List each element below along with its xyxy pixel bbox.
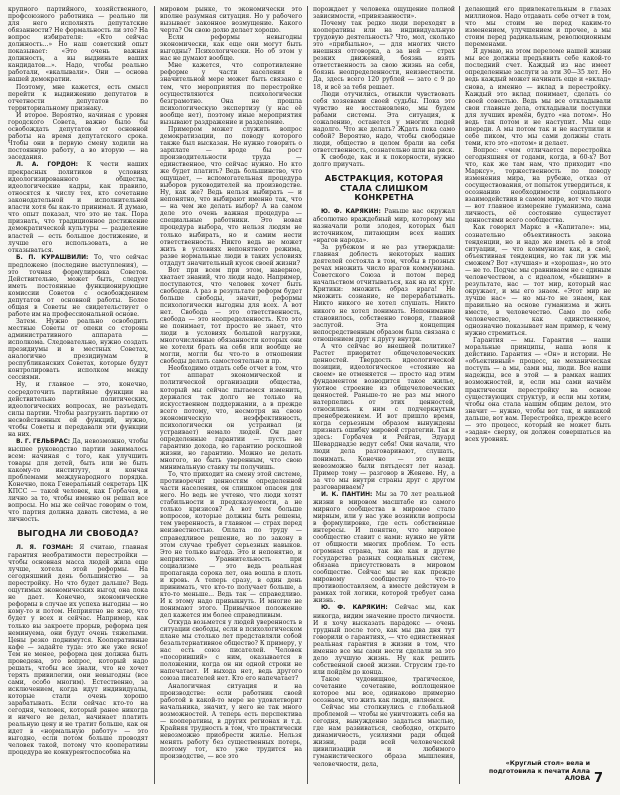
paragraph [8, 438, 148, 524]
speech-text: Мы за 70 лет реальной жизни в мировом масштабе из самого мирного сообщества в мировое стало мирным, или у нас уже возникли вопросы в формулировке, где есть собственные интересы. И понятно, что мировое сообщество ставит с нами: нужно не уйти от общности многих проблем. То есть огромная страна, так же как и другие государства разных социальных систем, обязана присутствовать в мировом сообществе. Сейчас мы не как прежде мировому сообществу что-то противопоставляем, а вместе действуем в рамках той логики, которой требует сама жизнь. [313, 490, 455, 605]
column-divider [154, 6, 155, 784]
paragraph: К свободе, как и к покорности, нужно долго приучать. [313, 153, 455, 169]
paragraph: Почему так редко люди переходят в кооперативы или на индивидуальную трудовую деятельность? Что, мол, сколько это «прибыльно», — для многих чисто внешняя отговорка, а за ней — страх резких движений, боязнь взять ответственность за свою жизнь на себя, боязнь неопределенности, неизвестности. Да, здесь всего 120 рублей — зато с 9 до 18, и всё за тебя решает. [313, 20, 455, 91]
text-column-1 [8, 6, 148, 784]
paragraph: Вот при всем при этом, наверное, хватает знаний, что люди надо. Например, поступаются, что человек хочет быть свободен. А раз в результате реформ будет больше свободы, значит, реформы психологически выгодны для всех. А вот нет. Свобода — это ответственность, свобода — это неопределенность. Кто это не понимает, тот просто не знает, что люди в условиях большой нагрузки, многочисленные обязанности которых они не хотели брать на себя или вообще не могли, могли бы что-то в отношении свободы делать самостоятельно и пр. [160, 266, 302, 366]
paragraph: Аналогичная ситуация и на производстве: если работник своей работой в какой-то мере не удовлетворит начальника, значит, у него не так много возможностей. А теперь есть перспектива — кооперативы, в других регионах и т.д. Крайняя трудность в том, что практически невозможно приобрести жилье. Нельзя менять работу без существенных потерь, поэтому тот, кто уже трудится на производстве, — все это [160, 682, 302, 760]
section-heading: АБСТРАКЦИЯ, КОТОРАЯ СТАЛА СЛИШКОМ КОНКРЕТНА [324, 173, 444, 203]
paragraph: Гарантия — мы. Гарантия — наши моральные принципы, наша воля к действию. Гарантия — «Он» и истории. Не «объективный» процесс, не механическая поступь — а мы, сами мы, люди. Все наши надежды, все в этой — в рамках наших возможностей, и, если мы сами начнём практически перестройку на основе существующих структур, и если мы хотим, чтобы она стала нашим общим делом, это значит — нужно, чтобы вот так, и никакой дальше, вот вам. Перестройка, прежде всего — это процесс, который не может быть «задан» сверху, он должен совершаться на всех уровнях. [465, 337, 611, 443]
speaker-name: Ю. Ф. КАРЯКИН: [321, 208, 381, 215]
column-divider [459, 6, 460, 784]
section-heading: ВЫГОДНА ЛИ СВОБОДА? [17, 528, 139, 539]
paragraph: Ну, и главное — это, конечно, сосредоточить партийные функции на действительно политических, идеологических вопросах, не разъедать силы партии. Чтобы разгрузить партию от несвойственных ей функций, нужно, чтобы Советы и передавали эти функции на них. [8, 381, 148, 438]
paragraph: Такое чудовищное, трагическое, сочетание сочетание, воплощенное которое мы все, одинаково примерно осознаем, что жить как люди, являемся. [313, 675, 455, 705]
paragraph: Необходимо отдать себе отчет в том, что тот аппарат экономической и политической организации общества, который мы сейчас пытаемся изменить, держался так долго не только на искусственном поддержании, а в прежде всего потому, что, несмотря на свою экономическую неэффективность, психологически он устраивал (и устраивает) немало людей. Он дает определенные гарантии — пусть не гарантию дохода, но гарантию роскошной жизни, но гарантию. Можно не делать многого, но быть уверенным, что свою минимальную ставку ты получишь. [160, 365, 302, 472]
speech-text: То, что сейчас предложено (последние выступления), — это точная формулировка Советов. Действительно, может быть, следует иметь постоянные функционирующие комиссии Советов с освобождением депутатов от основной работы. Более общая в Советы не свидетельствует о работе им на профессиональной основе. [8, 253, 148, 319]
speaker-name: Б. П. КУРАШВИЛИ: [16, 254, 89, 261]
paragraph: А что сейчас во внешней политике? Растет приоритет общечеловеческих ценностей. Твердость идеологической позиции, идеологическое «стояние на своем» не отменяется — просто над этим фундаментом возводится такое жилье, уютное строение из общечеловеческих ценностей. Раньше-то не раз мы много натерпелись от этих ценностей, относились к ним с подчеркнутым пренебрежением. И вот пришло время, когда серьезным образом вынуждены признать ошибку мировой стратегии. Так и здесь: Горбачев и Рейган, Эдуард Шеварднадзе ведут себя! Они начали, что люди дела разговаривают, слушать, понимать. Конечно — это вещи невозможно были пятьдесят лет назад. Пример тому — разговор в Женеве. Ну, а за что мы внутри страны друг с другом разговариваем? [313, 342, 455, 491]
paragraph [8, 161, 148, 254]
paragraph: делающий его привлекательным в глазах миллионов. Надо отдавать себе отчет в том, что мы стоим не перед каким-то изменением, улучшением и прочее, а мы стоим перед радикальным, революционным переменами. [465, 6, 611, 49]
text-column-4 [465, 6, 611, 754]
paragraph [8, 254, 148, 318]
speech-text: Раньше нас окружал абсолютно враждебный мир, которому мы назначали роли злодея, которых был источником, питающим всех наших «врагов народа». [313, 207, 455, 245]
article-credit: «Круглый стол» вела и подготовила к печати Алла АЛОВА [488, 760, 590, 783]
paragraph: За рубежом и не раз утверждали: главная доблесть некоторых наших деятелей состояла в том, чтобы в грозных речах множить число врагов коммунизма. Советского Союза и потом перед начальством отчитываться, как на их круг. Критики: множить образ врага! Не множить сознание, не перерабатывать. Никто никого не хотел слушать. Никто никого не хотел понимать. Непонимание становилось, собственно говоря, главной заслугой. Эта концепция непосредственным образом была связана с отношением друг к другу внутри. [313, 244, 455, 343]
paragraph: Вопрос: «чем отличается перестройка сегодняшняя от годами, когда, в 60-х? Вот что, как же там нам, что приходит «по Марксу», торжественность по поводу изменения мира, на рубеже, отказ от сосуществования, от попыток утвердиться, к осознанию необходимости социального взаимодействия в самом мире, вот что люди — вот главное измерение гуманизма, сама личность, её состояние существует ценностями всего сообщества. [465, 146, 611, 225]
speaker-name: Л. Я. ГОЗМАН: [16, 545, 74, 552]
paragraph: порождает у человека ощущение полной зависимости, «привязанности». [313, 6, 455, 21]
paragraph [313, 604, 455, 675]
paragraph: Откуда возьмется у людей уверенность в ситуации свободы, если в психологическом плане мы столько лет представляли собой безальтернативное общество? К примеру, у нас есть союз писателей. Человек «посоривший» с ним, оказывается в положении, когда он ни одной строки не напечатает. И выхода нет, ведь другого союза писателей нет. Кто его напечатает? [160, 619, 302, 683]
paragraph: Сейчас мы столкнулись с глобальной проблемой — чтобы не уничтожить себя на сегодня, вынужденно задаться мыслью, где нам развиваться, свободно, открыто динамичность, усилиями ради общей жизни, ради всей человеческой цивилизации и любимого гуманистического образа мышления, человечности, дела, [313, 704, 455, 768]
paragraph: Затем. Нужно реально освободить местные Советы от опеки со стороны административного аппарата — исполкома. Следовательно, нужно создать президиумы и в местных Советах, аналогично президиумам в республиканских Советах, которые будут контролировать исполком между сессиями. [8, 318, 148, 382]
speech-text: Да, невозможно, чтобы высшее руководство партии занималось всем: начиная с того, как улучшить товары для детей, быть или не быть какому-то институту, и кончая проблемами международного порядка. Конечно, пока Генеральный секретарь ЦК КПСС — такой человек, как Горбачев, и лично за то, чтобы именно он решал все вопросы. Но мы же сейчас говорим о том, что партия должна давать система, а не личность. [8, 437, 148, 524]
page-number: 7 [594, 771, 604, 786]
speaker-name: В. Г. ГЕЛЬБРАС: [16, 438, 71, 445]
paragraph: Люди отучились, отвыкли чувствовать себя хозяевами своей судьбы. Пока это чувство не восстановлено, мы будем рабами системы. Эта ситуация, к сожалению, останется у многих людей надолго. Что же делать? Ждать пока само собой? Вероятно, надо, чтобы свободные люди, общество в целом брали на себя ответственность, сознательно шли на риск. [313, 90, 455, 154]
paragraph [8, 544, 148, 756]
paragraph: крупного партийного, хозяйственного, профсоюзного работника — реально ли для него исполнять депутатские обязанности? Не формальность ли это? На вопрос избирателя: «Кто сейчас должность...» Но наш советский опыт показывает: «Это очень важная должность, а вы выдвиньте ваших кандидатов...». Надо, чтобы реально работали, «вкалывали». Они — основа нашей демократии. [8, 6, 148, 84]
speech-text: К чести наших прекрасных политиков в условиях идеологизированного общества, идеологические кадры, как правило, относятся к числу тех, кто сочетание законодательной и исполнительной власти хотя бы как-то принимал. Я думаю, что опыт показал, что это не так. Пора признать, что традиционное достижение демократической культуры — разделение властей — есть большое достижение, и лучше его использовать, а не отказываться. [8, 161, 148, 254]
paragraph: Если реформы невыгодны экономически, как еще они могут быть выгодны? Психологически. Но об этом у нас не думают вообще. [160, 34, 302, 63]
column-divider [307, 6, 308, 784]
paragraph [313, 491, 455, 605]
paragraph: И второе. Вероятно, начиная с уровня городского Совета, важно было бы освобождать депутатов от основной работы на время депутатского срока. Чтобы они в первую смену ходили на постоянную работу, а во вторую — на заседания. [8, 111, 148, 161]
speaker-name: Л. А. ГОРДОН: [16, 162, 79, 169]
paragraph: мировом рынке, то экономически это вполне разумная ситуация. Но у рабочего вызывает законное возмущение. Какого черта? Он свою долю делает хорошо. [160, 6, 302, 35]
text-column-3 [313, 6, 455, 784]
paragraph: Поэтому, мне кажется, есть смысл перейти к выдвижению депутатов в отчетности депутатов по территориальному признаку. [8, 83, 148, 112]
speech-text: Сейчас мы, как никогда, видим значение просто личности. И я хочу высказать парадокс — очень трудный после того, как мы два дня тут говорили о гарантиях, — что единственная реальная гарантия в жизни в том, что именно все мы сами нести сделали за это дело лучшую жизнь. Ну как решить собственной своей жизни. Струсим где-то или пойдём до конца. [313, 604, 455, 676]
speech-text: Я считаю, главная гарантия необратимости перестройки — чтобы основная масса людей жила еще лучше, хотела этой реформы. На сегодняшний день большинство — за перестройку. Но что будет дальше? Ведь ощутимых экономических выгод она пока не дает. Конечно, экономические реформы в случае их успеха выгодны — но кому-то и потом. Неприятно не ясно, что будет у всех и сейчас. Например, как только вы закроете прорыв, реформа цен неминуема, они будут очень тяжелыми. Цены резко поднимутся. Кооперативные кафе — задайте туда: это же уже ясно! Тем не менее, реформа цен должна быть проведена, это вопрос, который надо решать, чтобы все знали, что не хочет терять привилегии, они невыгодны (все сами, особо многим). Естественно, за исключением, когда идут индивидуалы, которые стали очень хорошо зарабатывать. Если сейчас кто-то на сегодня, человек, который ранее никогда и ничего не делал, начинает платить реальную цену и не тратит больше, как он идет в «нормальную работу» — это выгодно, если потом больше проводят человек такой, потому что кооперативы процедура не конкурентоспособна на [8, 544, 148, 757]
paragraph: Мне кажется, что сопротивление реформе у части населения в значительной мере может быть связано с тем, что мероприятия по перестройке осуществляются психологически безграмотно. Она не прошла психологическую экспертизу (у нас её вообще нет), поэтому иные мероприятия вызывают раздражение и разделение. [160, 62, 302, 126]
paragraph: Примером может служить вопрос демократизации, по поводу которого также был высказан. Не нужно говорить о зарплате — вроде бы рост производительности труда — единственное, что сейчас нужно. Но кто же будет платить? Ведь большинство, что ощущает, — вспомогательная процедура выборов руководителей на производстве. Ну, как же? Ведь нельзя выбирать — и непонятно, что выбирают именно так, что — на чем же делать выбор? А на самом деле это очень важная процедура — специальные работники. Это новая процедура выбора, что нельзя людям не только выбирать, но и самим нести ответственность. Никто ведь не может жить в условиях непонятного режима, разве нормальные люди в таких условиях отдадут значительный кусок своей жизни? [160, 125, 302, 267]
speaker-name: И. К. ПАНТИН: [321, 491, 373, 498]
text-column-2 [160, 6, 302, 784]
paragraph: То, что приходит на смену этой системе, противоречит ценностям определенной части населения, он слишком опасен для него. Но ведь не учтено, что люди хотят стабильности и предсказуемости, а не только кризисов? А вот тем больше вопросов, которые должны быть решены, тем уверенность, в главном — страх перед неизвестностью. Оплата по труду — справедливое решение, но по закону в этом случае требует серьезных навыков. Это не только выгода. Это и непонятно, и неприятно. Уравнительность при социализме — это ведь реальная пропаганда сорока лет, она вошла в плоть и кровь. А теперь сразу, в один день принимать, что кто-то получает больше, а кто-то меньше... Ведь так — справедливо. И к этому надо привыкнуть. И многие не понимают этого. Привычное положение дел кажется им более справедливым. [160, 471, 302, 620]
paragraph [313, 208, 455, 244]
paragraph: Как говорил Маркс в «Капитале»: мы, сознательно объективность закона тенденции, но и надо же иметь её в этой ситуации, — что коммунизм как, в своё, объективная тенденция, но так ли уж мы сможем? Вот «лучшая» и «хорошая», но это — не то. Подчас мы сравниваем не с единым человечеством, а с идеалом, «бывшим» в результате, нас — тот мир, который нас окружает, и мы его знаем. «Этот мир не лучше нас» — но мы-то не знаем, как правильно на основе гуманизма и жить вместе, в человечество. Само по себе человечество, как единственное, однозначно показывает нам пример, к чему нужно стремиться. [465, 224, 611, 338]
speaker-name: Ю. Ф. КАРЯКИН: [321, 605, 388, 612]
paragraph: Я думаю, на этом переломе нашей жизни мы все должны предъявить себе какой-то последний счет. Каждый из нас имеет определенные заслуги за эти 30—35 лет. Но ведь каждый может начинать еще и «вклад» снова, а именно — вклад в перестройку. Каждый это вклад понимает, сделать со своей совестью. Ведь мы все откладывали свои главные дела, откладывали поступки для лучших времён, будто «на потом». Но ведь так потом и не наступит. Мы еще впереди. А мы потом так и не наступили и себе пиком, что мы сами должны стать теми, кто это «потом» и делает. [465, 48, 611, 147]
